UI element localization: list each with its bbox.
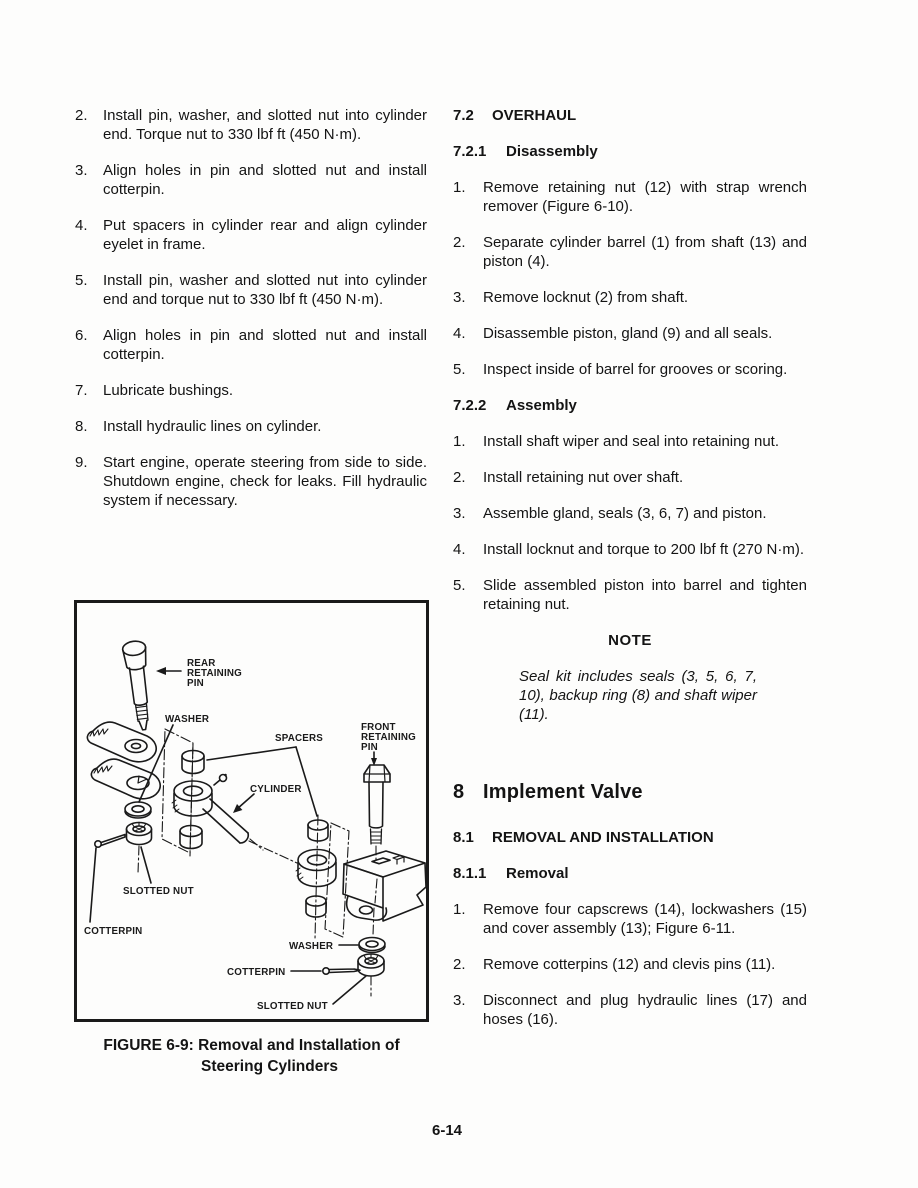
item-number: 2. — [75, 107, 88, 124]
item-text: Install shaft wiper and seal into retaining nut. — [483, 433, 780, 450]
list-item — [453, 233, 807, 271]
section-heading-8 — [453, 780, 807, 804]
list-item — [453, 900, 807, 938]
list-item — [75, 453, 427, 510]
bottom-washer-drawing — [359, 938, 385, 953]
item-number: 9. — [75, 454, 88, 471]
item-text: Put spacers in cylinder rear and align cylinder eyelet in frame. — [103, 217, 427, 253]
item-number: 1. — [453, 901, 466, 918]
item-number: 4. — [453, 541, 466, 558]
item-text: Remove four capscrews (14), lockwashers (15) and cover assembly (13); Figure 6-11. — [483, 901, 807, 937]
item-text: Install locknut and torque to 200 lbf ft (270 N·m). — [483, 541, 804, 558]
list-item — [75, 417, 427, 436]
front-pin-label: RETAINING — [361, 732, 416, 743]
item-text: Remove retaining nut (12) with strap wrench remover (Figure 6-10). — [483, 179, 807, 215]
front-retaining-pin-drawing — [364, 765, 390, 861]
item-text: Install pin, washer and slotted nut into cylinder end and torque nut to 330 lbf ft (450 N·m). — [103, 272, 427, 308]
item-number: 1. — [453, 433, 466, 450]
item-text: Disassemble piston, gland (9) and all seals. — [483, 325, 773, 342]
item-number: 8. — [75, 418, 88, 435]
figure-caption-line2: Steering Cylinders — [201, 1058, 338, 1075]
list-item — [75, 326, 427, 364]
left-column — [75, 106, 427, 527]
washer-bottom-label: WASHER — [289, 941, 334, 952]
item-number: 3. — [75, 162, 88, 179]
list-item — [453, 540, 807, 559]
section-heading-7-2-2 — [453, 396, 807, 415]
cylinder-tube-drawing — [203, 799, 297, 863]
front-pin-label: FRONT — [361, 722, 396, 733]
rear-pin-label: PIN — [187, 678, 204, 689]
section-title: Removal — [506, 865, 569, 882]
spacers-label: SPACERS — [275, 733, 324, 744]
slotted-nut-bottom-label: SLOTTED NUT — [257, 1001, 328, 1012]
item-text: Slide assembled piston into barrel and tighten retaining nut. — [483, 577, 807, 613]
item-number: 4. — [75, 217, 88, 234]
list-item — [75, 271, 427, 309]
item-number: 5. — [75, 272, 88, 289]
item-number: 5. — [453, 577, 466, 594]
item-text: Align holes in pin and slotted nut and install cotterpin. — [103, 327, 427, 363]
item-text: Install hydraulic lines on cylinder. — [103, 418, 322, 435]
rear-pin-label: REAR — [187, 658, 216, 669]
item-text: Separate cylinder barrel (1) from shaft (13) and piston (4). — [483, 234, 807, 270]
item-text: Remove cotterpins (12) and clevis pins (11). — [483, 956, 776, 973]
section-heading-8-1 — [453, 828, 807, 847]
item-text: Assemble gland, seals (3, 6, 7) and piston. — [483, 505, 767, 522]
section-title: Disassembly — [506, 143, 598, 160]
item-number: 2. — [453, 234, 466, 251]
left-cotterpin-pointer — [90, 848, 96, 922]
item-text: Align holes in pin and slotted nut and install cotterpin. — [103, 162, 427, 198]
section-heading-8-1-1 — [453, 864, 807, 883]
right-column — [453, 106, 807, 1046]
list-item — [453, 178, 807, 216]
item-text: Start engine, operate steering from side to side. Shutdown engine, check for leaks. Fill hydraulic system if necessary. — [103, 454, 427, 509]
item-number: 1. — [453, 179, 466, 196]
phantom-plane-center — [162, 729, 193, 853]
phantom-plane-right — [325, 823, 349, 937]
item-number: 2. — [453, 469, 466, 486]
list-item — [453, 955, 807, 974]
list-item — [75, 106, 427, 144]
section-title: OVERHAUL — [492, 107, 577, 124]
bottom-slotted-nut-drawing — [358, 954, 384, 996]
item-number: 7. — [75, 382, 88, 399]
section-heading-7-2-1 — [453, 142, 807, 161]
item-text: Inspect inside of barrel for grooves or scoring. — [483, 361, 788, 378]
left-slotted-nut-drawing — [127, 822, 152, 844]
item-number: 3. — [453, 992, 466, 1009]
item-number: 5. — [453, 361, 466, 378]
section-number: 8.1 — [453, 829, 474, 846]
list-item — [453, 360, 807, 379]
cylinder-pointer — [237, 794, 254, 809]
left-washer-drawing — [125, 802, 151, 818]
list-item — [453, 468, 807, 487]
section-number: 8.1.1 — [453, 865, 487, 882]
item-text: Remove locknut (2) from shaft. — [483, 289, 689, 306]
list-item — [75, 161, 427, 199]
note-text: Seal kit includes seals (3, 5, 6, 7, 10), backup ring (8) and shaft wiper (11). — [519, 668, 757, 723]
section-heading-7-2 — [453, 106, 807, 125]
section-number: 8 — [453, 781, 465, 803]
figure-6-9 — [74, 600, 429, 1022]
section-title: REMOVAL AND INSTALLATION — [492, 829, 714, 846]
section-title: Assembly — [506, 397, 577, 414]
item-number: 6. — [75, 327, 88, 344]
bottom-cotterpin-drawing — [323, 968, 360, 974]
spacers-pointer-right — [296, 747, 317, 816]
item-number: 3. — [453, 505, 466, 522]
list-item — [75, 381, 427, 400]
section-number: 7.2.1 — [453, 143, 487, 160]
front-pin-label: PIN — [361, 742, 378, 753]
left-nut-centerline — [138, 846, 139, 873]
cylinder-label: CYLINDER — [250, 784, 302, 795]
item-number: 4. — [453, 325, 466, 342]
note-heading: NOTE — [608, 632, 652, 649]
list-item — [453, 504, 807, 523]
figure-caption-line1: FIGURE 6-9: Removal and Installation of — [103, 1037, 400, 1054]
list-item — [75, 216, 427, 254]
page-number: 6-14 — [431, 1122, 463, 1139]
item-text: Install retaining nut over shaft. — [483, 469, 684, 486]
washer-top-pointer — [139, 725, 173, 802]
spacers-pointer-left — [207, 747, 296, 760]
steering-cylinder-diagram — [77, 603, 426, 1019]
item-text: Lubricate bushings. — [103, 382, 234, 399]
list-item — [453, 288, 807, 307]
bottom-slotted-nut-pointer — [333, 976, 366, 1004]
list-item — [453, 324, 807, 343]
item-text: Install pin, washer, and slotted nut into cylinder end. Torque nut to 330 lbf ft (450 N·m). — [103, 107, 427, 143]
section-title: Implement Valve — [483, 781, 643, 803]
item-number: 2. — [453, 956, 466, 973]
bracket-drawing — [343, 851, 426, 935]
list-item — [453, 576, 807, 614]
rear-pin-label: RETAINING — [187, 668, 242, 679]
figure-caption — [74, 1035, 429, 1077]
left-cotterpin-drawing — [95, 835, 125, 848]
center-spacers-drawing — [172, 744, 227, 856]
slotted-nut-left-label: SLOTTED NUT — [123, 886, 194, 897]
cotterpin-bottom-label: COTTERPIN — [227, 967, 286, 978]
rear-retaining-pin-drawing — [122, 640, 156, 731]
washer-top-label: WASHER — [165, 714, 210, 725]
rear-pin-arrowhead — [156, 667, 166, 675]
left-slotted-nut-pointer — [141, 847, 151, 883]
list-item — [453, 432, 807, 451]
section-number: 7.2.2 — [453, 397, 487, 414]
cotterpin-left-label: COTTERPIN — [84, 926, 143, 937]
list-item — [453, 991, 807, 1029]
item-number: 3. — [453, 289, 466, 306]
section-number: 7.2 — [453, 107, 474, 124]
item-text: Disconnect and plug hydraulic lines (17) and hoses (16). — [483, 992, 807, 1028]
frame-arms-drawing — [87, 722, 160, 799]
